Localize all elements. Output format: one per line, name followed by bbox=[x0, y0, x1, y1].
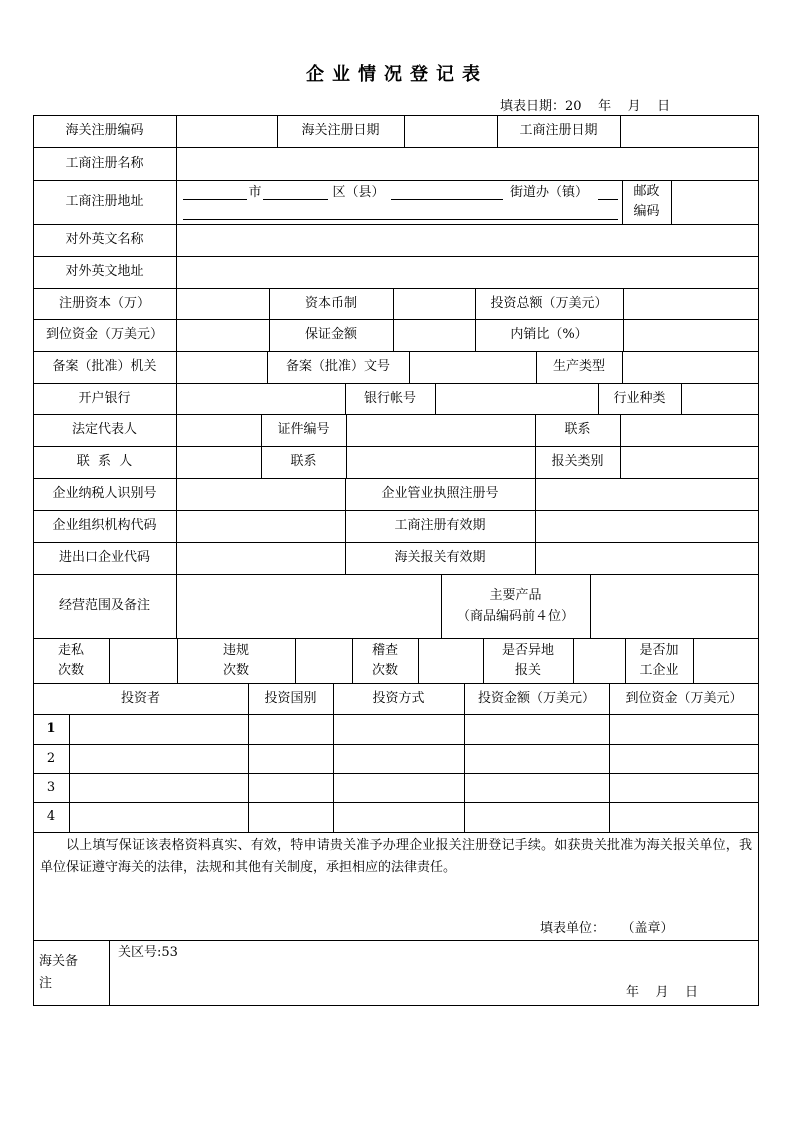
label-biz-reg-addr: 工商注册地址 bbox=[65, 194, 144, 209]
investor-header-amount: 投资金额（万美元） bbox=[477, 690, 595, 706]
fill-unit: 填表单位： （盖章） bbox=[540, 921, 674, 936]
label-customs-reg-date: 海关注册日期 bbox=[301, 123, 380, 138]
label-currency: 资本币制 bbox=[304, 295, 357, 311]
label-contact-2: 联系 bbox=[290, 454, 317, 469]
note-date: 年 月 日 bbox=[626, 985, 699, 1000]
label-remote-declare: 是否异地 报关 bbox=[501, 642, 554, 678]
label-filing-doc: 备案（批准）文号 bbox=[285, 359, 390, 374]
label-addr-street: 街道办（镇） bbox=[509, 185, 588, 200]
declaration-statement: 以上填写保证该表格资料真实、有效，特申请贵关准予办理企业报关注册登记手续。如获贵关批准为海关报关单位，我单位保证遵守海关的法律，法规和其他有关制度，承担相应的法律责任。 bbox=[40, 838, 752, 875]
label-smuggling: 走私 次数 bbox=[57, 642, 84, 678]
label-processing: 是否加 工企业 bbox=[639, 642, 679, 678]
label-license-no: 企业管业执照注册号 bbox=[381, 486, 499, 501]
form-title: 企业情况登记表 bbox=[306, 64, 488, 85]
label-bank-account: 银行帐号 bbox=[363, 390, 416, 406]
label-id-no: 证件编号 bbox=[277, 422, 330, 437]
label-en-addr: 对外英文地址 bbox=[65, 264, 144, 279]
label-customs-reg-no: 海关注册编码 bbox=[65, 123, 144, 138]
label-declare-type: 报关类别 bbox=[551, 454, 604, 469]
label-ie-code: 进出口企业代码 bbox=[58, 550, 150, 565]
label-domestic-ratio: 内销比（%） bbox=[510, 327, 588, 342]
label-violation: 违规 次数 bbox=[222, 642, 249, 678]
label-taxpayer-id: 企业纳税人识别号 bbox=[52, 486, 157, 501]
investor-row-number: 2 bbox=[46, 750, 56, 766]
label-en-name: 对外英文名称 bbox=[65, 232, 144, 247]
label-total-invest: 投资总额（万美元） bbox=[490, 295, 608, 311]
label-main-products: 主要产品 （商品编码前４位） bbox=[456, 588, 574, 624]
label-industry: 行业种类 bbox=[613, 390, 666, 406]
investor-header-paid: 到位资金（万美元） bbox=[625, 690, 743, 706]
label-legal-rep: 法定代表人 bbox=[71, 422, 137, 437]
label-customs-valid: 海关报关有效期 bbox=[394, 550, 486, 565]
label-deposit: 保证金额 bbox=[304, 327, 357, 342]
investor-row-number: 4 bbox=[46, 809, 56, 824]
label-scope: 经营范围及备注 bbox=[58, 598, 150, 613]
investor-header-investor: 投资者 bbox=[120, 690, 160, 706]
label-customs-note: 海关备 注 bbox=[39, 954, 79, 991]
label-contact-person: 联 系 人 bbox=[76, 454, 133, 469]
label-postal-code: 邮政 编码 bbox=[633, 184, 660, 219]
label-production-type: 生产类型 bbox=[552, 359, 605, 374]
label-addr-district: 区（县） bbox=[332, 185, 385, 200]
label-biz-valid: 工商注册有效期 bbox=[394, 518, 486, 533]
label-addr-city: 市 bbox=[248, 185, 262, 200]
customs-district: 关区号:53 bbox=[118, 945, 178, 960]
label-biz-reg-date: 工商注册日期 bbox=[519, 123, 598, 138]
label-filing-org: 备案（批准）机关 bbox=[52, 359, 157, 374]
label-org-code: 企业组织机构代码 bbox=[52, 518, 157, 533]
investor-row-number: 3 bbox=[46, 779, 56, 795]
fill-date: 填表日期：20 年 月 日 bbox=[500, 99, 671, 114]
investor-header-method: 投资方式 bbox=[372, 690, 425, 706]
label-contact-1: 联系 bbox=[564, 422, 591, 437]
label-paid-capital: 到位资金（万美元） bbox=[45, 327, 163, 342]
investor-row-number: 1 bbox=[46, 721, 56, 736]
investor-header-country: 投资国别 bbox=[264, 690, 317, 706]
label-bank: 开户银行 bbox=[78, 390, 131, 406]
label-reg-capital: 注册资本（万） bbox=[58, 295, 150, 311]
label-biz-reg-name: 工商注册名称 bbox=[65, 155, 144, 171]
label-audit: 稽查 次数 bbox=[371, 642, 398, 678]
